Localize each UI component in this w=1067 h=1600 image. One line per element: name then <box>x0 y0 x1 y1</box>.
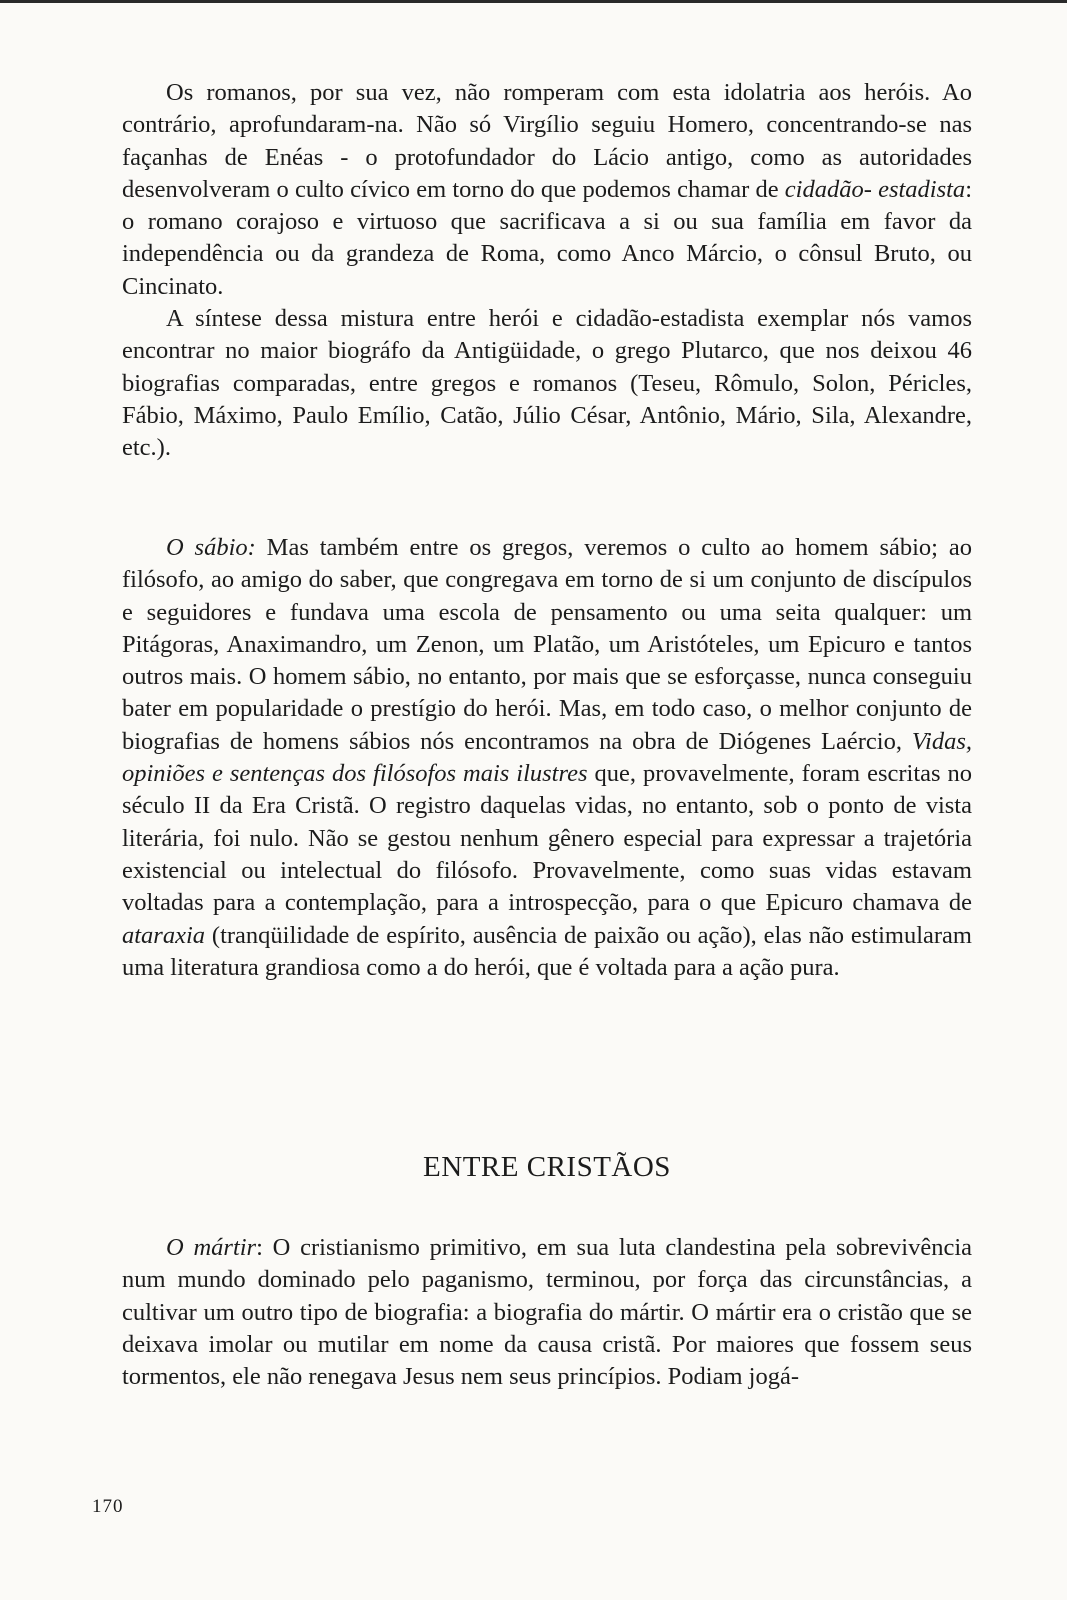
text-block-martir <box>122 1232 972 1393</box>
paragraph-text: A síntese dessa mistura entre herói e cidadão-estadista exemplar nós vamos encontrar no maior biográfo da Antigüidade, o grego Plutarco, que nos deixou 46 biografias comparadas, entre gregos e romanos (Teseu, Rômulo, Solon, Péricles, Fábio, Máximo, Paulo Emílio, Catão, Júlio César, Antônio, Mário, Sila, Alexandre, etc.). <box>122 305 972 462</box>
page-number: 170 <box>92 1496 124 1517</box>
paragraph-romanos <box>122 77 972 303</box>
paragraph-label-sabio: O sábio: <box>166 534 256 561</box>
paragraph-text: : o romano corajoso e virtuoso que sacrificava a si ou sua família em favor da independência ou da grandeza de Roma, como Anco Márcio, o cônsul Bruto, ou Cincinato. <box>122 175 972 300</box>
section-heading: ENTRE CRISTÃOS <box>423 1151 671 1183</box>
paragraph-sintese <box>122 303 972 464</box>
paragraph-text: que, provavelmente, foram escritas no século II da Era Cristã. O registro daquelas vidas, no entanto, sob o ponto de vista literária, foi nulo. Não se gestou nenhum gênero especial para expressar a trajetória existencial ou intelectual do filósofo. Provavelmente, como suas vidas estavam voltadas para a contemplação, para a introspecção, para o que Epicuro chamava de <box>122 760 973 917</box>
paragraph-label-martir: O mártir <box>166 1234 257 1261</box>
text-block-romanos <box>122 77 972 465</box>
italic-book-title: Vidas, opiniões e sentenças dos filósofos mais ilustres <box>122 727 972 788</box>
top-rule <box>0 0 1067 3</box>
paragraph-martir <box>122 1232 972 1393</box>
italic-term-cidadao-estadista: cidadão- estadista <box>784 175 966 203</box>
paragraph-text: : O cristianismo primitivo, em sua luta clandestina pela sobrevivência num mundo dominado pelo paganismo, terminou, por força das circunstâncias, a cultivar um outro tipo de biografia: a biografia do mártir. O mártir era o cristão que se deixava imolar ou mutilar em nome da causa cristã. Por maiores que fossem seus tormentos, ele não renegava Jesus nem seus princípios. Podiam jogá- <box>122 1234 972 1391</box>
paragraph-sabio <box>122 532 972 984</box>
paragraph-text: Mas também entre os gregos, veremos o culto ao homem sábio; ao filósofo, ao amigo do saber, que congregava em torno de si um conjunto de discípulos e seguidores e fundava uma escola de pensamento ou uma seita qualquer: um Pitágoras, Anaximandro, um Zenon, um Platão, um Aristóteles, um Epicuro e tantos outros mais. O homem sábio, no entanto, por mais que se esforçasse, nunca conseguiu bater em popularidade o prestígio do herói. Mas, em todo caso, o melhor conjunto de biografias de homens sábios nós encontramos na obra de Diógenes Laércio, <box>122 534 972 755</box>
italic-term-ataraxia: ataraxia <box>122 921 206 949</box>
paragraph-text: (tranqüilidade de espírito, ausência de paixão ou ação), elas não estimularam uma literatura grandiosa como a do herói, que é voltada para a ação pura. <box>122 921 972 981</box>
paragraph-text: Os romanos, por sua vez, não romperam com esta idolatria aos heróis. Ao contrário, aprofundaram-na. Não só Virgílio seguiu Homero, concentrando-se nas façanhas de Enéas - o protofundador do Lácio antigo, como as autoridades desenvolveram o culto cívico em torno do que podemos chamar de <box>122 79 972 203</box>
text-block-sabio <box>122 532 972 984</box>
